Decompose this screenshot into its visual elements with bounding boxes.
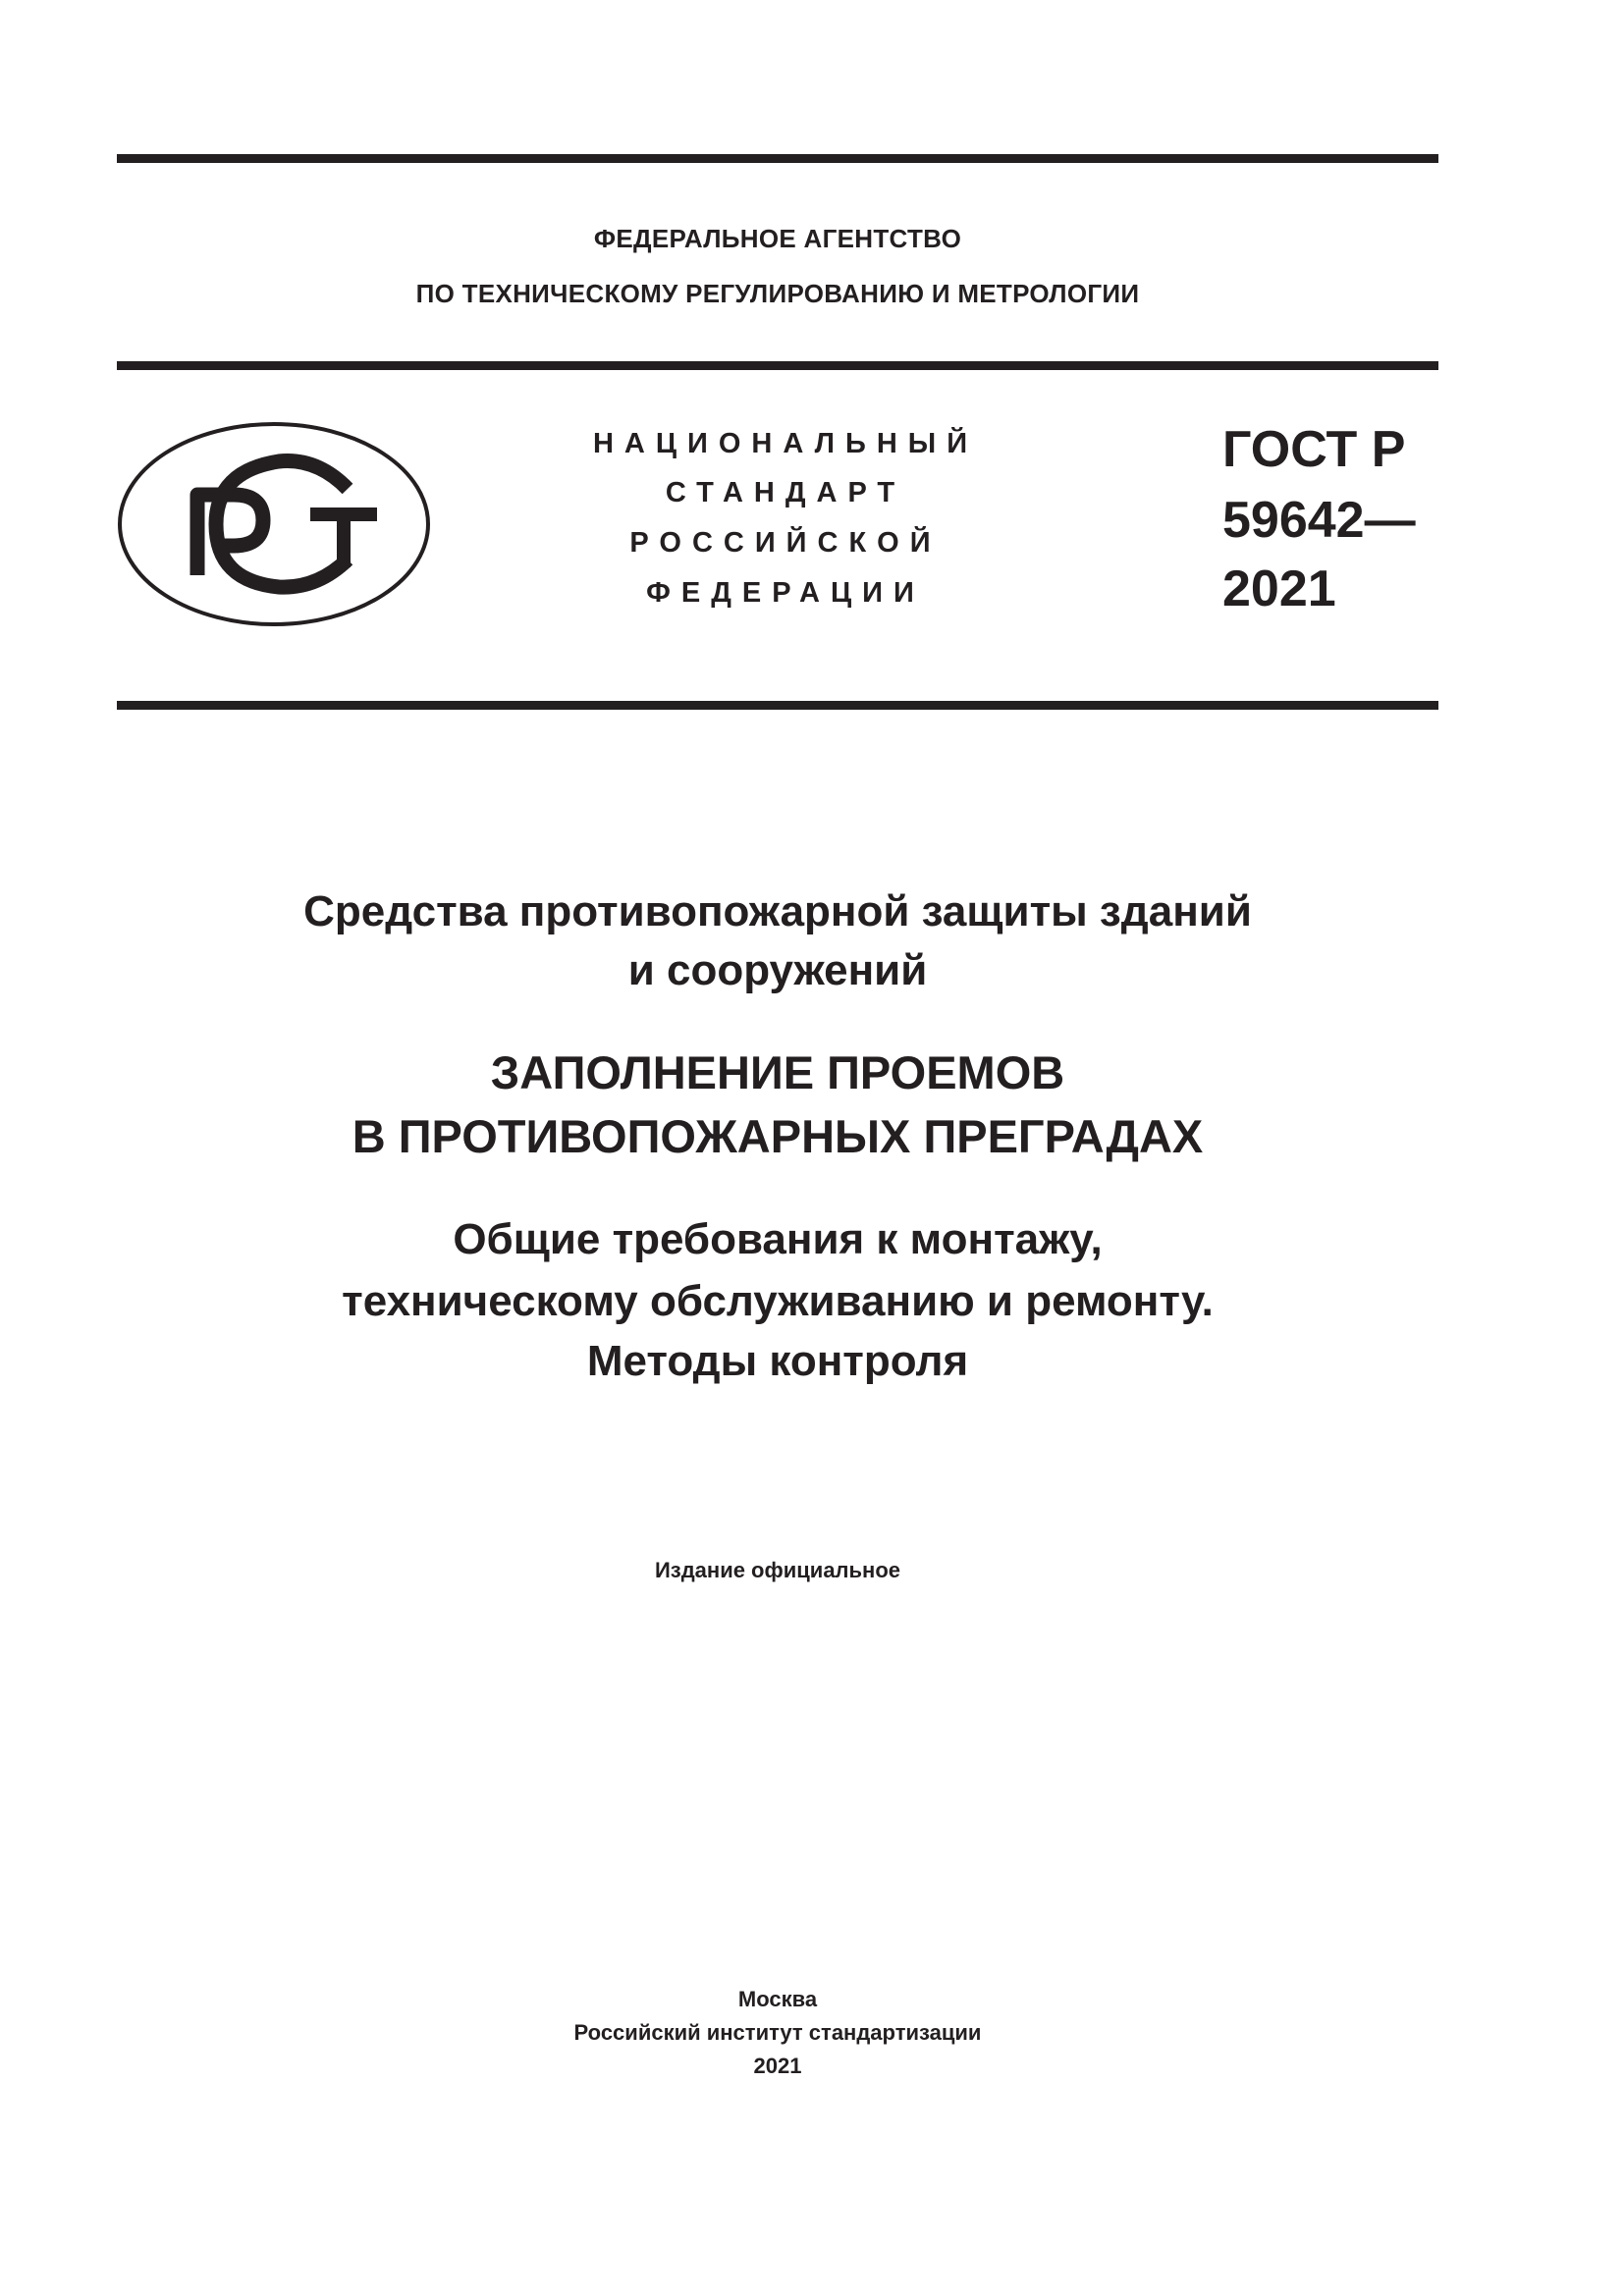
title-line-2: и сооружений (627, 946, 928, 994)
edition-label: Издание официальное (654, 1558, 901, 1582)
agency-bottom-rule (117, 361, 1438, 370)
subtitle-line-3: Методы контроля (586, 1337, 969, 1385)
imprint-city: Москва (737, 1987, 818, 2011)
gost-line-2: 59642— (1222, 492, 1416, 549)
imprint-year: 2021 (753, 2054, 802, 2078)
agency-line-1: ФЕДЕРАЛЬНОЕ АГЕНТСТВО (593, 224, 962, 253)
rst-logo-icon (116, 420, 432, 628)
main-title-line-2: В ПРОТИВОПОЖАРНЫХ ПРЕГРАДАХ (352, 1110, 1204, 1162)
gost-line-3: 2021 (1222, 561, 1336, 617)
top-rule (117, 154, 1438, 163)
subtitle-line-2: техническому обслуживанию и ремонту. (342, 1277, 1214, 1325)
imprint-publisher: Российский институт стандартизации (573, 2020, 982, 2045)
national-standard-line-2: СТАНДАРТ (665, 477, 906, 508)
header-bottom-rule (117, 701, 1438, 710)
national-standard-line-1: НАЦИОНАЛЬНЫЙ (592, 428, 979, 459)
subtitle-line-1: Общие требования к монтажу, (453, 1215, 1103, 1263)
national-standard-line-3: РОССИЙСКОЙ (629, 527, 942, 559)
title-line-1: Средства противопожарной защиты зданий (303, 887, 1252, 935)
national-standard-line-4: ФЕДЕРАЦИИ (646, 577, 925, 609)
main-title-line-1: ЗАПОЛНЕНИЕ ПРОЕМОВ (490, 1046, 1065, 1098)
gost-line-1: ГОСТ Р (1222, 421, 1406, 478)
agency-line-2: ПО ТЕХНИЧЕСКОМУ РЕГУЛИРОВАНИЮ И МЕТРОЛОГИИ (415, 279, 1140, 308)
